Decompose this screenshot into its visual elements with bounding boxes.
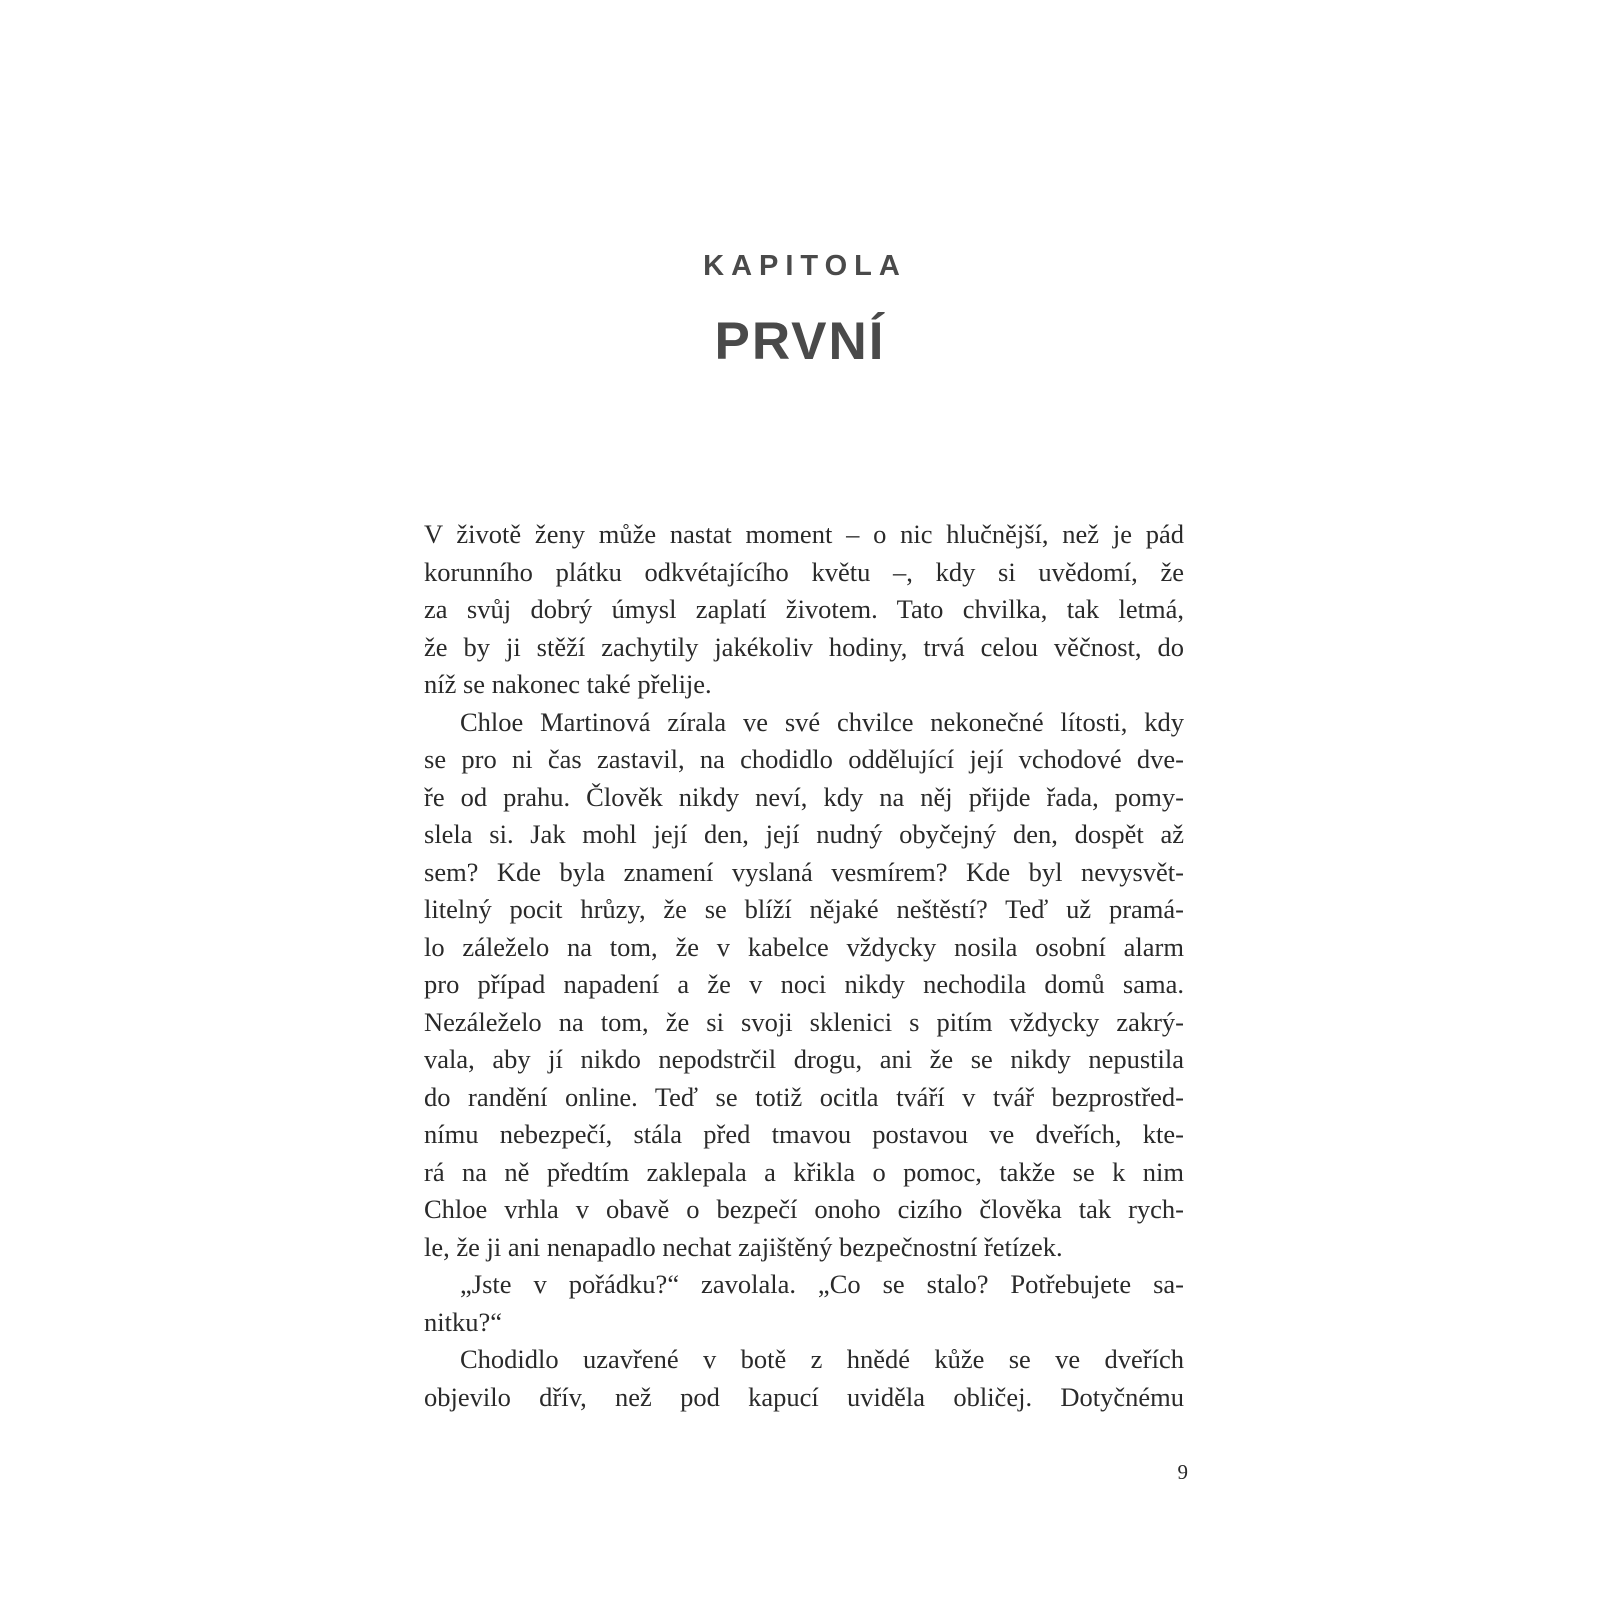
text-line: korunního plátku odkvétajícího květu –, kdy si uvědomí, že (424, 556, 1184, 587)
text-line: Chloe Martinová zírala ve své chvilce nekonečné lítosti, kdy (460, 706, 1184, 737)
text-line: do randění online. Teď se totiž ocitla tváří v tvář bezprostřed- (424, 1081, 1184, 1112)
text-line: V životě ženy může nastat moment – o nic hlučnější, než je pád (424, 519, 1184, 549)
page-number: 9 (1177, 1460, 1188, 1484)
text-line: Nezáleželo na tom, že si svoji sklenici s pitím vždycky zakrý- (424, 1006, 1184, 1037)
text-line: ře od prahu. Člověk nikdy neví, kdy na něj přijde řada, pomy- (424, 781, 1184, 812)
text-line: litelný pocit hrůzy, že se blíží nějaké neštěstí? Teď už pramá- (424, 894, 1184, 924)
text-line: se pro ni čas zastavil, na chodidlo oddělující její vchodové dve- (424, 744, 1184, 774)
text-line: vala, aby jí nikdo nepodstrčil drogu, ani že se nikdy nepustila (424, 1044, 1184, 1074)
chapter-title: PRVNÍ (714, 312, 886, 371)
chapter-label: KAPITOLA (703, 250, 907, 282)
text-line: Chloe vrhla v obavě o bezpečí onoho cizího člověka tak rych- (424, 1194, 1184, 1224)
text-line: Chodidlo uzavřené v botě z hnědé kůže se ve dveřích (460, 1344, 1184, 1374)
text-line: nitku?“ (424, 1306, 502, 1337)
text-line: objevilo dřív, než pod kapucí uviděla obličej. Dotyčnému (424, 1381, 1184, 1412)
text-line: rá na ně předtím zaklepala a křikla o pomoc, takže se k nim (424, 1156, 1184, 1187)
body-text (424, 516, 1184, 1416)
text-line: lo záleželo na tom, že v kabelce vždycky nosila osobní alarm (424, 931, 1184, 962)
text-line: níž se nakonec také přelije. (424, 669, 712, 699)
text-line: za svůj dobrý úmysl zaplatí životem. Tato chvilka, tak letmá, (424, 594, 1184, 624)
text-line: le, že ji ani nenapadlo nechat zajištěný bezpečnostní řetízek. (424, 1231, 1063, 1262)
text-line: nímu nebezpečí, stála před tmavou postavou ve dveřích, kte- (424, 1119, 1184, 1149)
text-line: pro případ napadení a že v noci nikdy nechodila domů sama. (424, 969, 1184, 999)
text-line: slela si. Jak mohl její den, její nudný obyčejný den, dospět až (424, 819, 1184, 849)
text-line: že by ji stěží zachytily jakékoliv hodiny, trvá celou věčnost, do (424, 631, 1184, 662)
text-line: sem? Kde byla znamení vyslaná vesmírem? Kde byl nevysvět- (424, 856, 1184, 887)
text-line: „Jste v pořádku?“ zavolala. „Co se stalo? Potřebujete sa- (460, 1269, 1184, 1299)
